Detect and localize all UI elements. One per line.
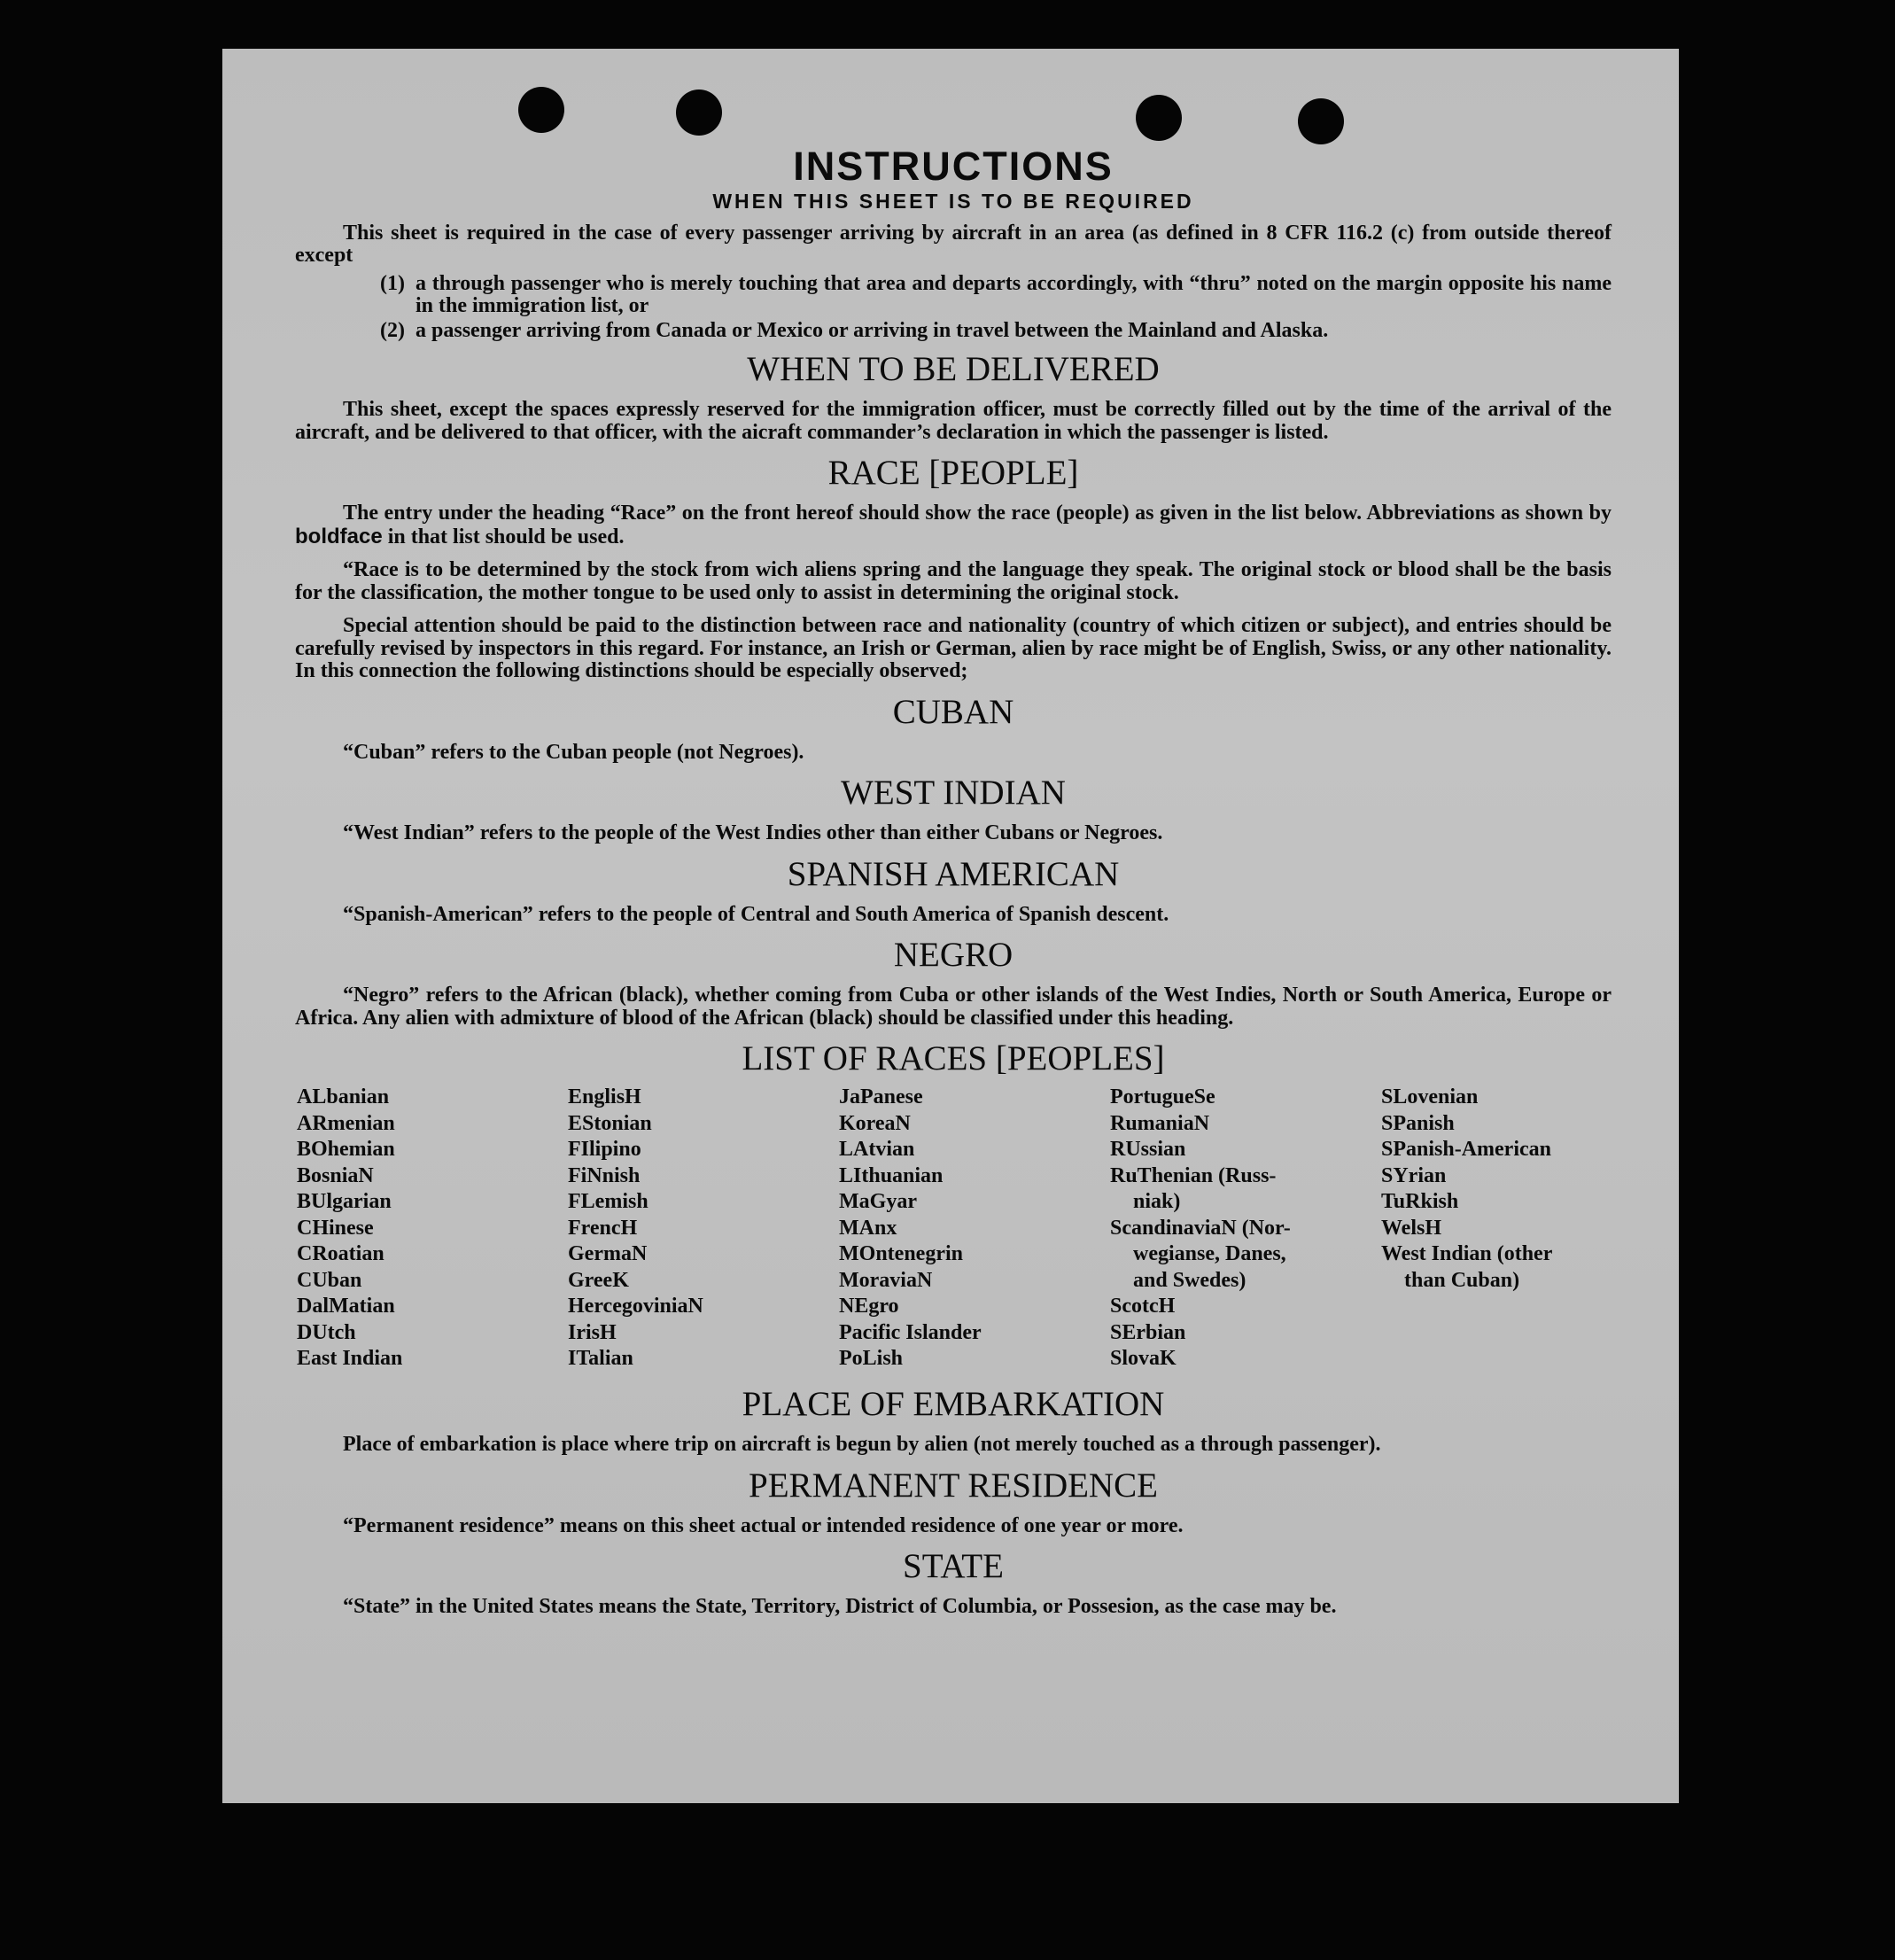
race-entry: PortugueSe (1110, 1085, 1215, 1108)
state-heading: STATE (903, 1547, 1004, 1585)
list-of-races-heading: LIST OF RACES [PEOPLES] (742, 1039, 1165, 1077)
race-p1-bold: boldface (295, 524, 383, 548)
race-entry: CHinese (297, 1216, 374, 1240)
sheet-content (295, 144, 1612, 1629)
race-entry: FIlipino (568, 1138, 641, 1161)
race-entry: MoraviaN (839, 1268, 933, 1292)
race-entry: MOntenegrin (839, 1242, 963, 1265)
negro-heading: NEGRO (893, 936, 1014, 974)
race-p1-before: The entry under the heading “Race” on the front hereof should show the race (people) as given in the list below. Abbreviations as shown by (343, 502, 1612, 525)
races-column-4 (1110, 1085, 1291, 1373)
race-entry: FiNnish (568, 1163, 641, 1187)
race-entry: DUtch (297, 1320, 356, 1344)
race-entry: TuRkish (1381, 1190, 1459, 1213)
race-heading: RACE [PEOPLE] (827, 454, 1079, 492)
race-entry: NEgro (839, 1295, 899, 1318)
race-entry: ALbanian (297, 1085, 390, 1108)
race-p1-after: in that list should be used. (382, 525, 625, 548)
race-entry: SPanish (1381, 1111, 1455, 1135)
instructions-subtitle: WHEN THIS SHEET IS TO BE REQUIRED (712, 190, 1194, 213)
race-entry: PoLish (839, 1347, 904, 1370)
race-entry: LIthuanian (839, 1163, 944, 1187)
exception-number: (1) (380, 271, 405, 295)
race-paragraph-1 (295, 502, 1612, 548)
instruction-sheet (222, 49, 1679, 1803)
exception-text: a through passenger who is merely touching that area and departs accordingly, with “thru” noted on the margin opposite his name in the immigration list, or (416, 271, 1612, 317)
state-text: “State” in the United States means the State, Territory, District of Columbia, or Possesion, as the case may be. (343, 1595, 1337, 1618)
spanish-american-heading: SPANISH AMERICAN (787, 854, 1120, 893)
race-entry: FrencH (568, 1216, 638, 1240)
delivered-heading: WHEN TO BE DELIVERED (747, 350, 1160, 388)
race-paragraph-3: Special attention should be paid to the distinction between race and nationality (country of which citizen or subject), and entries should be carefully revised by inspectors in this regard. For instance, an Irish or German, alien by race might be of English, Swiss, or any other nationality. In this connection the following distinctions should be especially observed; (295, 614, 1612, 682)
race-entry: ScandinaviaN (Nor- (1110, 1216, 1291, 1240)
instructions-intro: This sheet is required in the case of every passenger arriving by aircraft in an area (as defined in 8 CFR 116.2 (c) from outside thereof except (295, 221, 1612, 267)
race-entry: SYrian (1381, 1163, 1447, 1187)
race-entry: RumaniaN (1110, 1111, 1210, 1135)
negro-text: “Negro” refers to the African (black), whether coming from Cuba or other islands of the West Indies, North or South America, Europe or Africa. Any alien with admixture of blood of the African (black) should be classified under this heading. (295, 984, 1612, 1030)
race-entry-continuation: niak) (1133, 1190, 1181, 1213)
race-entry: ScotcH (1110, 1295, 1176, 1318)
race-entry: IrisH (568, 1320, 617, 1344)
race-entry: GermaN (568, 1242, 648, 1265)
punch-hole (518, 87, 564, 133)
race-entry: JaPanese (839, 1085, 923, 1108)
race-entry: HercegoviniaN (568, 1295, 703, 1318)
race-entry: WelsH (1381, 1216, 1442, 1240)
embarkation-heading: PLACE OF EMBARKATION (742, 1385, 1165, 1423)
race-entry: CRoatian (297, 1242, 384, 1265)
punch-hole (676, 89, 722, 136)
punch-hole (1298, 98, 1344, 144)
residence-heading: PERMANENT RESIDENCE (749, 1466, 1158, 1505)
race-entry: SLovenian (1381, 1085, 1479, 1108)
race-entry: MAnx (839, 1216, 897, 1240)
race-entry: ARmenian (297, 1111, 395, 1135)
races-column-2 (568, 1085, 703, 1373)
race-entry: EStonian (568, 1111, 652, 1135)
west-indian-text: “West Indian” refers to the people of the West Indies other than either Cubans or Negroes. (343, 821, 1163, 844)
race-entry: DalMatian (297, 1295, 395, 1318)
punch-hole (1136, 95, 1182, 141)
race-entry: SPanish-American (1381, 1138, 1551, 1161)
exception-text: a passenger arriving from Canada or Mexico or arriving in travel between the Mainland and Alaska. (416, 318, 1329, 342)
race-entry: Pacific Islander (839, 1320, 982, 1344)
spanish-american-text: “Spanish-American” refers to the people of Central and South America of Spanish descent. (343, 902, 1169, 926)
exception-number: (2) (380, 318, 405, 342)
residence-text: “Permanent residence” means on this sheet actual or intended residence of one year or more. (343, 1513, 1184, 1537)
race-entry: CUban (297, 1268, 362, 1292)
races-column-1 (297, 1085, 402, 1373)
race-entry: BosniaN (297, 1163, 374, 1187)
race-entry: SlovaK (1110, 1347, 1177, 1370)
race-entry-continuation: wegianse, Danes, (1133, 1242, 1286, 1265)
race-entry: East Indian (297, 1347, 403, 1370)
race-entry: SErbian (1110, 1320, 1186, 1344)
race-entry: FLemish (568, 1190, 648, 1213)
exception-item (295, 273, 1612, 318)
race-entry: BOhemian (297, 1138, 395, 1161)
race-paragraph-2: “Race is to be determined by the stock from wich aliens spring and the language they speak. The original stock or blood shall be the basis for the classification, the mother tongue to be used only to assist in determining the original stock. (295, 558, 1612, 604)
race-entry: RUssian (1110, 1138, 1186, 1161)
cuban-text: “Cuban” refers to the Cuban people (not Negroes). (343, 740, 804, 764)
cuban-heading: CUBAN (892, 692, 1014, 731)
race-entry-continuation: and Swedes) (1133, 1268, 1247, 1292)
race-entry: LAtvian (839, 1138, 915, 1161)
races-list (295, 1085, 1612, 1377)
exception-item (295, 320, 1612, 343)
race-entry: West Indian (other (1381, 1242, 1553, 1265)
instructions-title: INSTRUCTIONS (793, 144, 1114, 189)
races-column-5 (1381, 1085, 1552, 1294)
race-entry: EnglisH (568, 1085, 641, 1108)
race-entry: ITalian (568, 1347, 633, 1370)
race-entry: BUlgarian (297, 1190, 392, 1213)
race-entry-continuation: than Cuban) (1404, 1268, 1520, 1292)
race-entry: GreeK (568, 1268, 629, 1292)
race-entry: RuThenian (Russ- (1110, 1163, 1277, 1187)
race-entry: MaGyar (839, 1190, 917, 1213)
races-column-3 (839, 1085, 982, 1373)
embarkation-text: Place of embarkation is place where trip on aircraft is begun by alien (not merely touched as a through passenger). (343, 1433, 1381, 1456)
west-indian-heading: WEST INDIAN (841, 774, 1066, 812)
race-entry: KoreaN (839, 1111, 911, 1135)
delivered-text: This sheet, except the spaces expressly reserved for the immigration officer, must be correctly filled out by the time of the arrival of the aircraft, and be delivered to that officer, with the aicraft commander’s declaration in which the passenger is listed. (295, 398, 1612, 444)
